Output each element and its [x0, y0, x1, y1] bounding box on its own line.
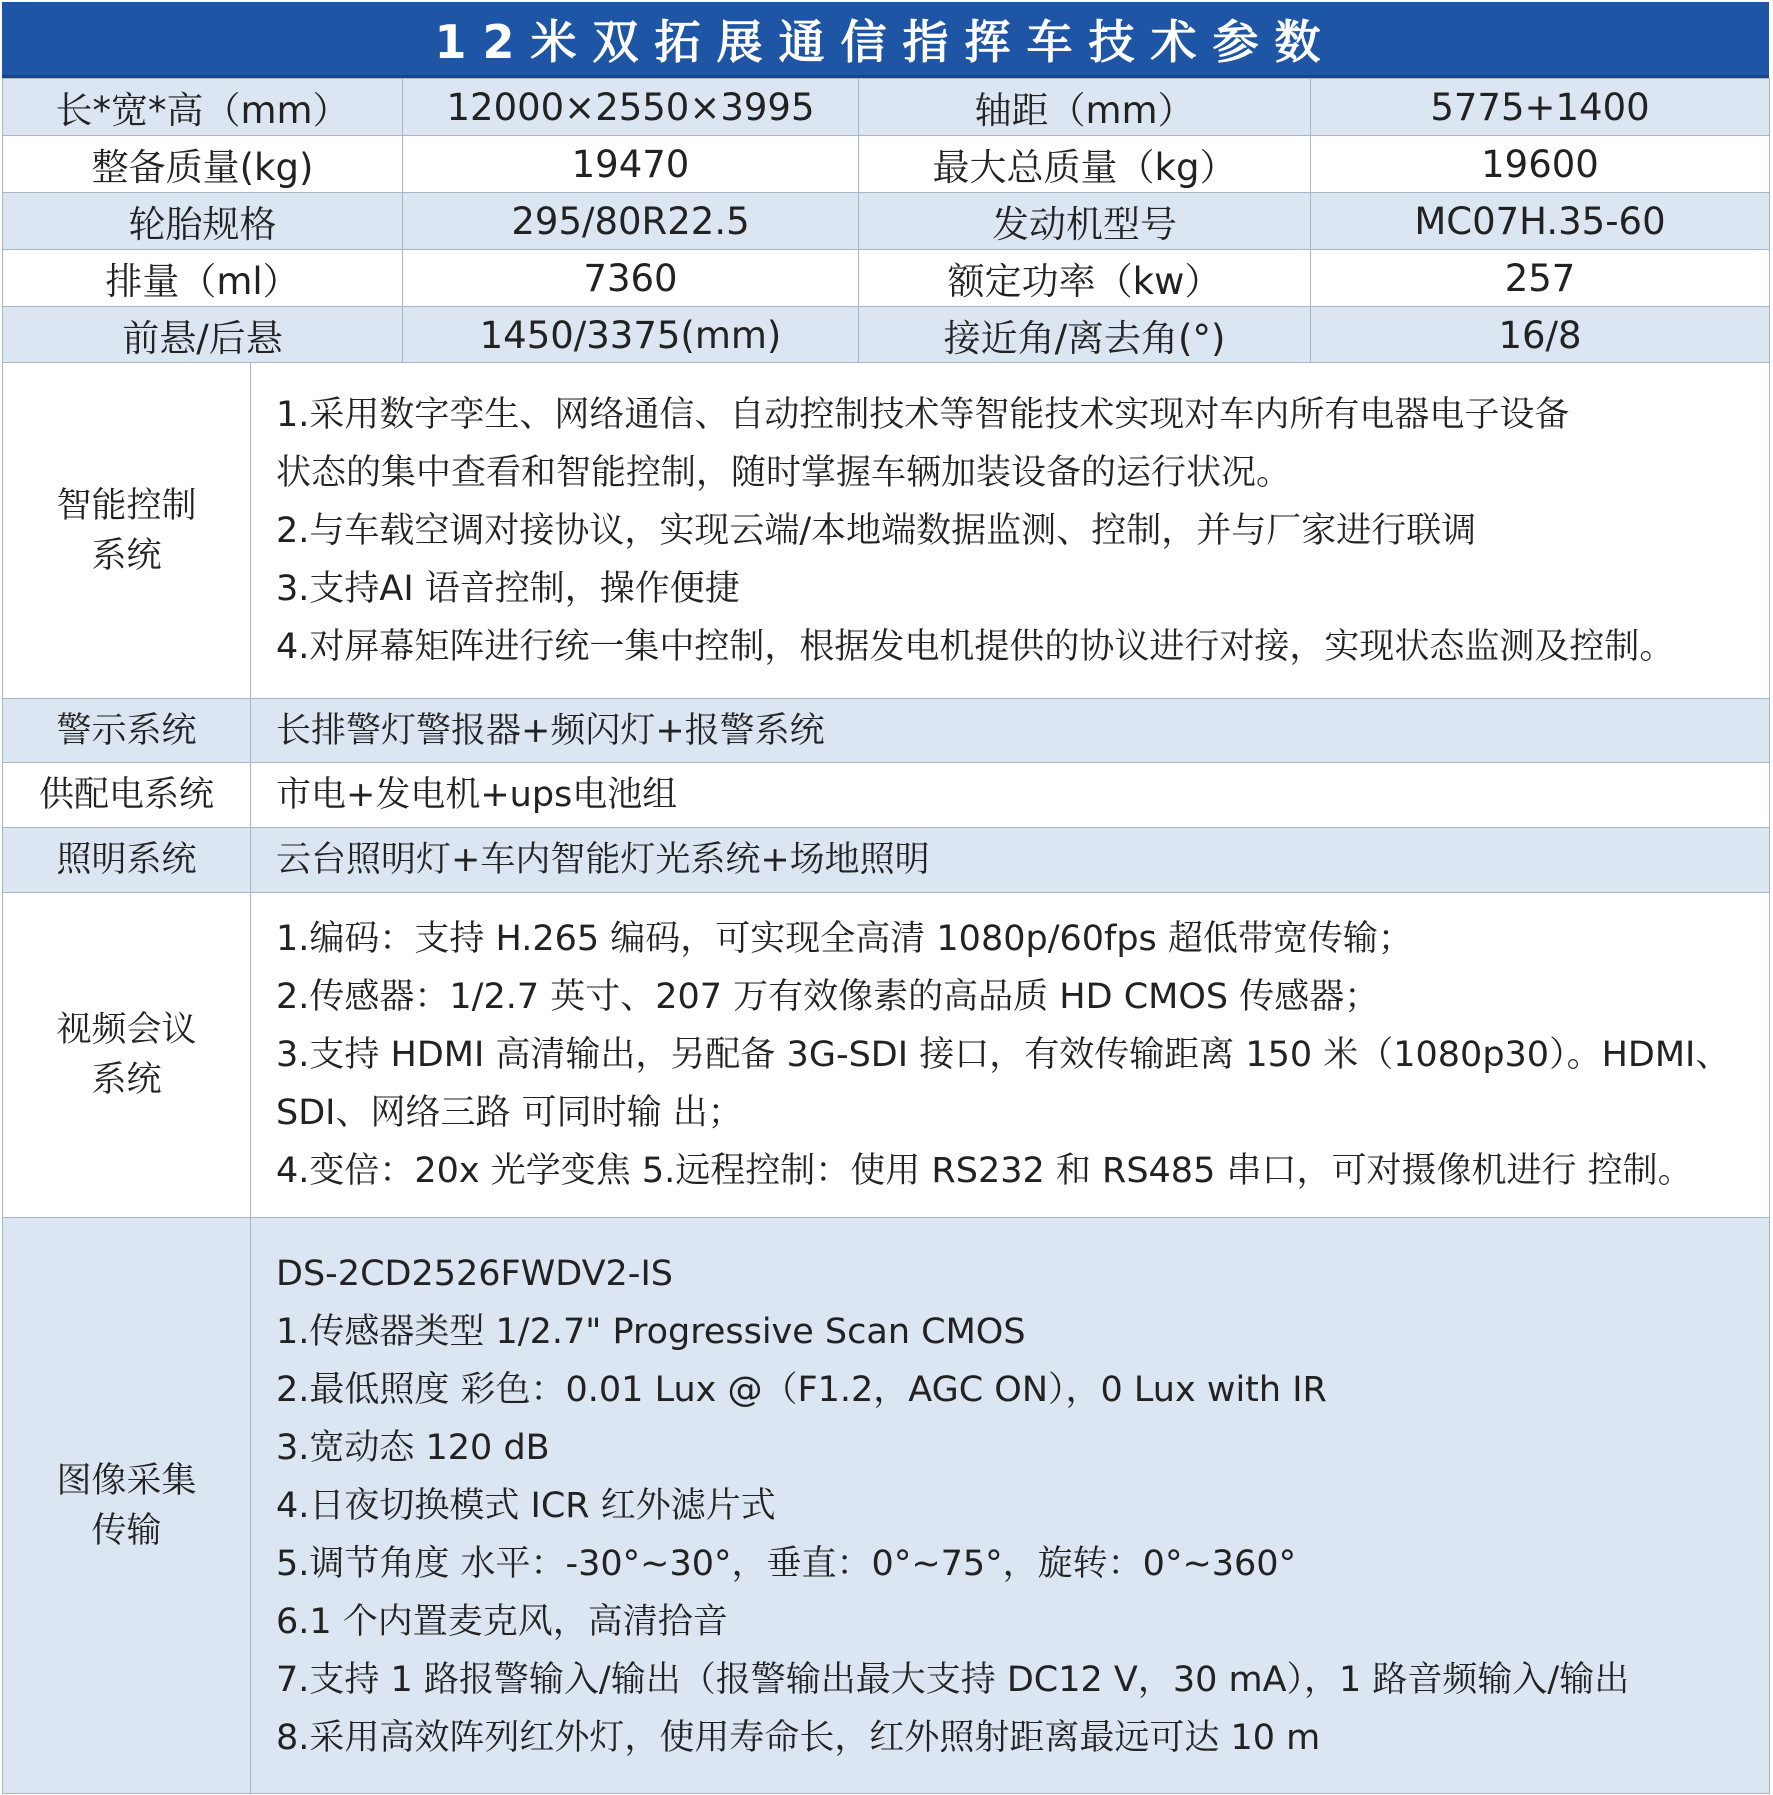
- content-line: 1.传感器类型 1/2.7" Progressive Scan CMOS: [276, 1311, 1026, 1352]
- system-label: 照明系统: [3, 828, 251, 893]
- system-label-line: 传输: [91, 1510, 162, 1551]
- system-row-video-conference: [3, 893, 1770, 1218]
- spec-value: 19470: [403, 136, 859, 193]
- spec-row: [3, 136, 1770, 193]
- system-content: 市电+发电机+ups电池组: [251, 763, 1770, 828]
- content-line: 8.采用高效阵列红外灯，使用寿命长，红外照射距离最远可达 10 m: [276, 1717, 1321, 1758]
- spec-row: [3, 307, 1770, 364]
- content-line: 3.宽动态 120 dB: [276, 1427, 550, 1468]
- system-label: 供配电系统: [3, 763, 251, 828]
- spec-label: 额定功率（kw）: [859, 250, 1311, 307]
- content-line: 3.支持 HDMI 高清输出，另配备 3G-SDI 接口，有效传输距离 150 米（1080p30）。HDMI、: [276, 1035, 1731, 1075]
- spec-row: [3, 193, 1770, 250]
- content-line: DS-2CD2526FWDV2-IS: [276, 1253, 673, 1294]
- spec-label: 最大总质量（kg）: [859, 136, 1311, 193]
- system-content: [251, 363, 1770, 699]
- system-row-smart-control: [3, 363, 1770, 699]
- spec-value: 7360: [403, 250, 859, 307]
- system-label: [3, 1218, 251, 1794]
- content-line: 4.变倍：20x 光学变焦 5.远程控制：使用 RS232 和 RS485 串口，可对摄像机进行 控制。: [276, 1151, 1693, 1191]
- system-row-lighting: [3, 828, 1770, 893]
- content-line: 1.采用数字孪生、网络通信、自动控制技术等智能技术实现对车内所有电器电子设备: [276, 394, 1570, 435]
- spec-value: 19600: [1311, 136, 1770, 193]
- system-label: 警示系统: [3, 699, 251, 763]
- spec-label: 整备质量(kg): [3, 136, 403, 193]
- system-row-warning: [3, 699, 1770, 763]
- spec-label: 长*宽*高（mm）: [3, 79, 403, 136]
- system-label: [3, 893, 251, 1218]
- spec-value: 5775+1400: [1311, 79, 1770, 136]
- spec-label: 前悬/后悬: [3, 307, 403, 364]
- spec-value: MC07H.35-60: [1311, 193, 1770, 250]
- system-label-line: 智能控制: [56, 485, 197, 526]
- spec-label: 排量（ml）: [3, 250, 403, 307]
- content-line: 3.支持AI 语音控制，操作便捷: [276, 568, 740, 609]
- system-label: [3, 363, 251, 699]
- spec-value: 16/8: [1311, 307, 1770, 364]
- system-row-power: [3, 763, 1770, 828]
- content-line: 2.与车载空调对接协议，实现云端/本地端数据监测、控制，并与厂家进行联调: [276, 510, 1477, 551]
- system-label-line: 系统: [91, 1060, 162, 1100]
- systems-table: [2, 362, 1770, 1794]
- spec-row: [3, 79, 1770, 136]
- content-line: 6.1 个内置麦克风，高清拾音: [276, 1601, 728, 1642]
- system-row-image-capture: [3, 1218, 1770, 1794]
- page-title: 12米双拓展通信指挥车技术参数: [2, 2, 1769, 78]
- spec-value: 1450/3375(mm): [403, 307, 859, 364]
- spec-label: 发动机型号: [859, 193, 1311, 250]
- system-content: [251, 1218, 1770, 1794]
- content-line: 状态的集中查看和智能控制，随时掌握车辆加装设备的运行状况。: [276, 452, 1292, 493]
- content-line: 4.对屏幕矩阵进行统一集中控制，根据发电机提供的协议进行对接，实现状态监测及控制。: [276, 626, 1675, 667]
- spec-row: [3, 250, 1770, 307]
- spec-label: 轴距（mm）: [859, 79, 1311, 136]
- content-line: 1.编码：支持 H.265 编码，可实现全高清 1080p/60fps 超低带宽传输；: [276, 919, 1413, 959]
- spec-label: 接近角/离去角(°): [859, 307, 1311, 364]
- spec-table: [2, 78, 1770, 364]
- spec-value: 295/80R22.5: [403, 193, 859, 250]
- system-content: 云台照明灯+车内智能灯光系统+场地照明: [251, 828, 1770, 893]
- system-label-line: 系统: [91, 535, 162, 576]
- content-line: 7.支持 1 路报警输入/输出（报警输出最大支持 DC12 V，30 mA），1 路音频输入/输出: [276, 1659, 1630, 1700]
- content-line: SDI、网络三路 可同时输 出；: [276, 1093, 743, 1133]
- content-line: 5.调节角度 水平：-30°~30°，垂直：0°~75°，旋转：0°~360°: [276, 1543, 1297, 1584]
- system-content: 长排警灯警报器+频闪灯+报警系统: [251, 699, 1770, 763]
- spec-value: 12000×2550×3995: [403, 79, 859, 136]
- system-label-line: 视频会议: [56, 1010, 197, 1050]
- system-content: [251, 893, 1770, 1218]
- spec-value: 257: [1311, 250, 1770, 307]
- system-label-line: 图像采集: [56, 1460, 197, 1501]
- content-line: 2.最低照度 彩色：0.01 Lux @（F1.2，AGC ON），0 Lux with IR: [276, 1369, 1327, 1410]
- content-line: 4.日夜切换模式 ICR 红外滤片式: [276, 1485, 776, 1526]
- spec-label: 轮胎规格: [3, 193, 403, 250]
- content-line: 2.传感器：1/2.7 英寸、207 万有效像素的高品质 HD CMOS 传感器；: [276, 977, 1380, 1017]
